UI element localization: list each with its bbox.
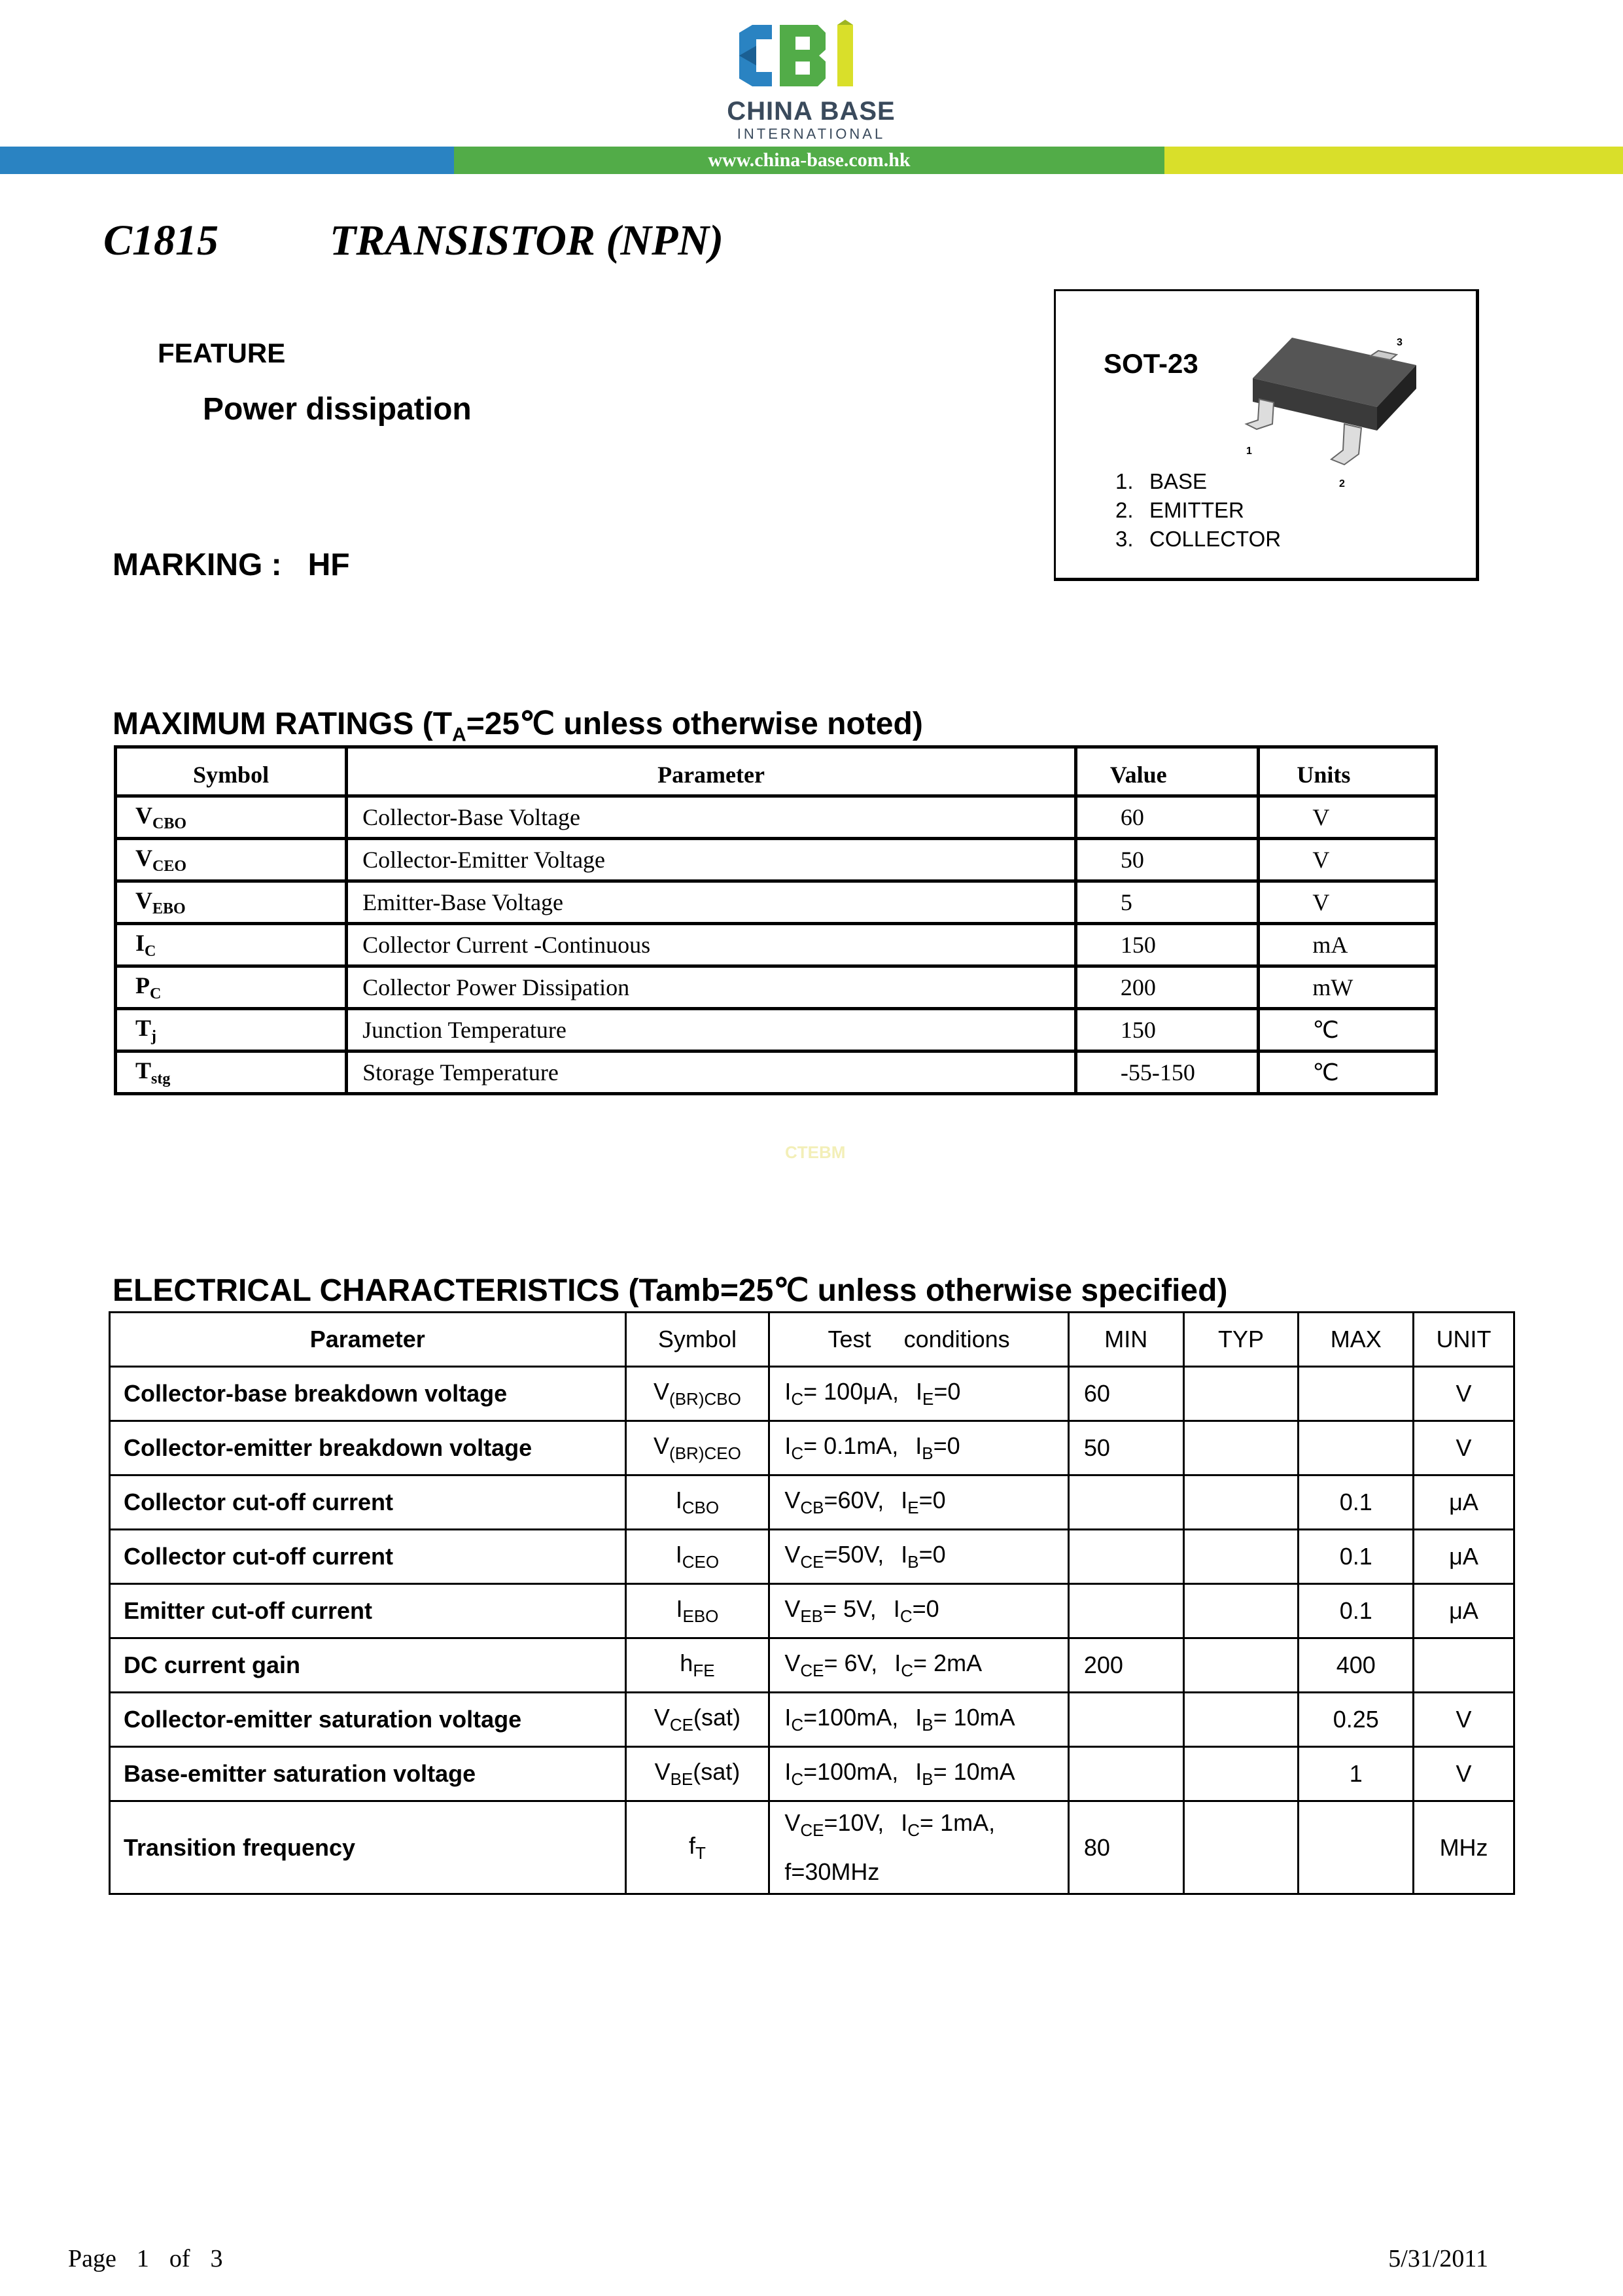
cell-symbol: $I_{CEO}$: [625, 1530, 769, 1584]
part-type: TRANSISTOR (NPN): [330, 217, 724, 264]
cell-min: [1068, 1747, 1183, 1801]
table-row: [116, 966, 1437, 1009]
header-bar-blue: [0, 147, 454, 174]
cell-symbol: $V_{CBO}$: [116, 796, 347, 839]
cell-parameter: DC current gain: [110, 1638, 626, 1693]
table-row: [116, 796, 1437, 839]
pin-row: 1. BASE: [1115, 469, 1208, 493]
cell-max: 0.25: [1299, 1693, 1414, 1747]
cell-min: 50: [1068, 1421, 1183, 1475]
col-header-min: MIN: [1068, 1313, 1183, 1367]
table-row: [110, 1367, 1514, 1421]
cell-typ: [1183, 1693, 1299, 1747]
cell-parameter: Collector-base breakdown voltage: [110, 1367, 626, 1421]
cell-unit: μA: [1414, 1475, 1514, 1530]
cell-test-conditions: $I_C=100mA$, $I_B= 10mA$: [769, 1693, 1069, 1747]
cell-parameter: Emitter-Base Voltage: [347, 881, 1076, 924]
cell-symbol: $I_{CBO}$: [625, 1475, 769, 1530]
cell-parameter: Emitter cut-off current: [110, 1584, 626, 1638]
cell-value: 50: [1075, 839, 1259, 881]
cell-symbol: $I_C$: [116, 924, 347, 966]
marking-value: HF: [307, 548, 350, 582]
table-row: [110, 1421, 1514, 1475]
cell-value: 60: [1075, 796, 1259, 839]
marking-label: MARKING :: [113, 548, 282, 582]
cell-max: 1: [1299, 1747, 1414, 1801]
cell-typ: [1183, 1584, 1299, 1638]
cell-typ: [1183, 1530, 1299, 1584]
cell-unit: V: [1414, 1693, 1514, 1747]
china-base-logo: [733, 20, 877, 92]
cell-max: 0.1: [1299, 1475, 1414, 1530]
cell-max: 0.1: [1299, 1584, 1414, 1638]
cell-parameter: Collector Current -Continuous: [347, 924, 1076, 966]
table-header-row: [110, 1313, 1514, 1367]
cell-parameter: Base-emitter saturation voltage: [110, 1747, 626, 1801]
pin-list: [1115, 467, 1281, 554]
cell-test-conditions: $V_{CE}= 6V$, $I_C= 2mA$: [769, 1638, 1069, 1693]
cell-symbol: $T_{stg}$: [116, 1051, 347, 1094]
col-header-units: Units: [1259, 747, 1437, 796]
table-row: [116, 839, 1437, 881]
col-header-value: Value: [1075, 747, 1259, 796]
cell-unit: ℃: [1259, 1051, 1437, 1094]
cell-unit: μA: [1414, 1584, 1514, 1638]
col-header-symbol: Symbol: [625, 1313, 769, 1367]
table-row: [116, 881, 1437, 924]
cell-symbol: $f_T$: [625, 1801, 769, 1894]
cell-value: -55-150: [1075, 1051, 1259, 1094]
col-header-symbol: Symbol: [116, 747, 347, 796]
cell-max: [1299, 1421, 1414, 1475]
watermark: CTEBM: [785, 1142, 846, 1162]
cell-unit: V: [1414, 1421, 1514, 1475]
cell-unit: V: [1259, 839, 1437, 881]
cell-value: 150: [1075, 924, 1259, 966]
col-header-unit: UNIT: [1414, 1313, 1514, 1367]
cell-typ: [1183, 1801, 1299, 1894]
feature-label: FEATURE: [158, 338, 286, 368]
electrical-heading: ELECTRICAL CHARACTERISTICS (Tamb=25℃ unless otherwise specified): [113, 1273, 1228, 1308]
cell-unit: V: [1259, 796, 1437, 839]
cell-typ: [1183, 1475, 1299, 1530]
table-row: [110, 1584, 1514, 1638]
cell-symbol: $T_j$: [116, 1009, 347, 1051]
col-header-parameter: Parameter: [110, 1313, 626, 1367]
cell-min: [1068, 1475, 1183, 1530]
brand-url[interactable]: www.china-base.com.hk: [708, 149, 911, 171]
cell-test-conditions: $V_{EB}= 5V$, $I_C=0$: [769, 1584, 1069, 1638]
table-header-row: [116, 747, 1437, 796]
cell-min: [1068, 1693, 1183, 1747]
col-header-test: Test conditions: [769, 1313, 1069, 1367]
cell-parameter: Collector Power Dissipation: [347, 966, 1076, 1009]
col-header-max: MAX: [1299, 1313, 1414, 1367]
document-date: 5/31/2011: [1388, 2245, 1488, 2272]
cell-parameter: Collector-Emitter Voltage: [347, 839, 1076, 881]
cell-parameter: Junction Temperature: [347, 1009, 1076, 1051]
cell-value: 200: [1075, 966, 1259, 1009]
cell-unit: MHz: [1414, 1801, 1514, 1894]
cell-symbol: $V_{(BR)CEO}$: [625, 1421, 769, 1475]
cell-parameter: Collector-emitter saturation voltage: [110, 1693, 626, 1747]
cell-max: 400: [1299, 1638, 1414, 1693]
page-number: Page 1 of 3: [68, 2245, 223, 2272]
cell-min: [1068, 1530, 1183, 1584]
pin-label-3: 3: [1397, 337, 1403, 348]
table-row: [116, 1009, 1437, 1051]
table-row: [110, 1638, 1514, 1693]
cell-symbol: $V_{BE}(sat)$: [625, 1747, 769, 1801]
table-row: [116, 1051, 1437, 1094]
part-number: C1815: [103, 217, 219, 264]
cell-symbol: $V_{(BR)CBO}$: [625, 1367, 769, 1421]
cell-unit: ℃: [1259, 1009, 1437, 1051]
cell-max: [1299, 1801, 1414, 1894]
cell-symbol: $P_C$: [116, 966, 347, 1009]
cell-min: 200: [1068, 1638, 1183, 1693]
cell-value: 150: [1075, 1009, 1259, 1051]
cell-unit: μA: [1414, 1530, 1514, 1584]
cell-symbol: $h_{FE}$: [625, 1638, 769, 1693]
cell-parameter: Collector cut-off current: [110, 1475, 626, 1530]
feature-item: Power dissipation: [203, 392, 472, 427]
pin-label-2: 2: [1339, 478, 1345, 489]
cell-min: [1068, 1584, 1183, 1638]
cell-max: [1299, 1367, 1414, 1421]
cell-unit: mW: [1259, 966, 1437, 1009]
table-row: [110, 1475, 1514, 1530]
cell-value: 5: [1075, 881, 1259, 924]
cell-unit: mA: [1259, 924, 1437, 966]
cell-test-conditions: $V_{CE}=10V$, $I_C= 1mA$, f=30MHz: [769, 1801, 1069, 1894]
table-row: [110, 1801, 1514, 1894]
cell-unit: V: [1414, 1367, 1514, 1421]
table-row: [110, 1530, 1514, 1584]
header-bar-yellow: [1164, 147, 1623, 174]
electrical-table: [109, 1311, 1515, 1895]
cell-unit: V: [1414, 1747, 1514, 1801]
package-name: SOT-23: [1104, 348, 1198, 379]
cell-test-conditions: $I_C=100mA$, $I_B= 10mA$: [769, 1747, 1069, 1801]
max-ratings-table: [114, 745, 1438, 1095]
col-header-typ: TYP: [1183, 1313, 1299, 1367]
pin-row: 3. COLLECTOR: [1115, 527, 1282, 551]
cell-max: 0.1: [1299, 1530, 1414, 1584]
cell-parameter: Transition frequency: [110, 1801, 626, 1894]
cell-min: 80: [1068, 1801, 1183, 1894]
cell-test-conditions: $I_C= 100\mu A$, $I_E=0$: [769, 1367, 1069, 1421]
cell-symbol: $V_{CE}(sat)$: [625, 1693, 769, 1747]
cell-unit: [1414, 1638, 1514, 1693]
cell-test-conditions: $I_C= 0.1mA$, $I_B=0$: [769, 1421, 1069, 1475]
cell-symbol: $V_{CEO}$: [116, 839, 347, 881]
cell-unit: V: [1259, 881, 1437, 924]
cell-min: 60: [1068, 1367, 1183, 1421]
cell-parameter: Collector-Base Voltage: [347, 796, 1076, 839]
cell-typ: [1183, 1421, 1299, 1475]
cell-parameter: Collector-emitter breakdown voltage: [110, 1421, 626, 1475]
cell-symbol: $I_{EBO}$: [625, 1584, 769, 1638]
cell-typ: [1183, 1638, 1299, 1693]
table-row: [110, 1747, 1514, 1801]
marking-line: [113, 547, 350, 583]
cell-symbol: $V_{EBO}$: [116, 881, 347, 924]
max-ratings-heading: MAXIMUM RATINGS ($T_A=25℃$ unless otherwise noted): [113, 707, 923, 746]
cell-typ: [1183, 1747, 1299, 1801]
cell-test-conditions: $V_{CB}=60V$, $I_E=0$: [769, 1475, 1069, 1530]
brand-name: CHINA BASE: [727, 97, 896, 126]
cell-parameter: Collector cut-off current: [110, 1530, 626, 1584]
table-row: [110, 1693, 1514, 1747]
cell-parameter: Storage Temperature: [347, 1051, 1076, 1094]
cell-test-conditions: $V_{CE}=50V$, $I_B=0$: [769, 1530, 1069, 1584]
cell-typ: [1183, 1367, 1299, 1421]
pin-label-1: 1: [1246, 446, 1252, 457]
table-row: [116, 924, 1437, 966]
pin-row: 2. EMITTER: [1115, 498, 1244, 522]
col-header-parameter: Parameter: [347, 747, 1076, 796]
brand-subtitle: INTERNATIONAL: [737, 126, 886, 142]
